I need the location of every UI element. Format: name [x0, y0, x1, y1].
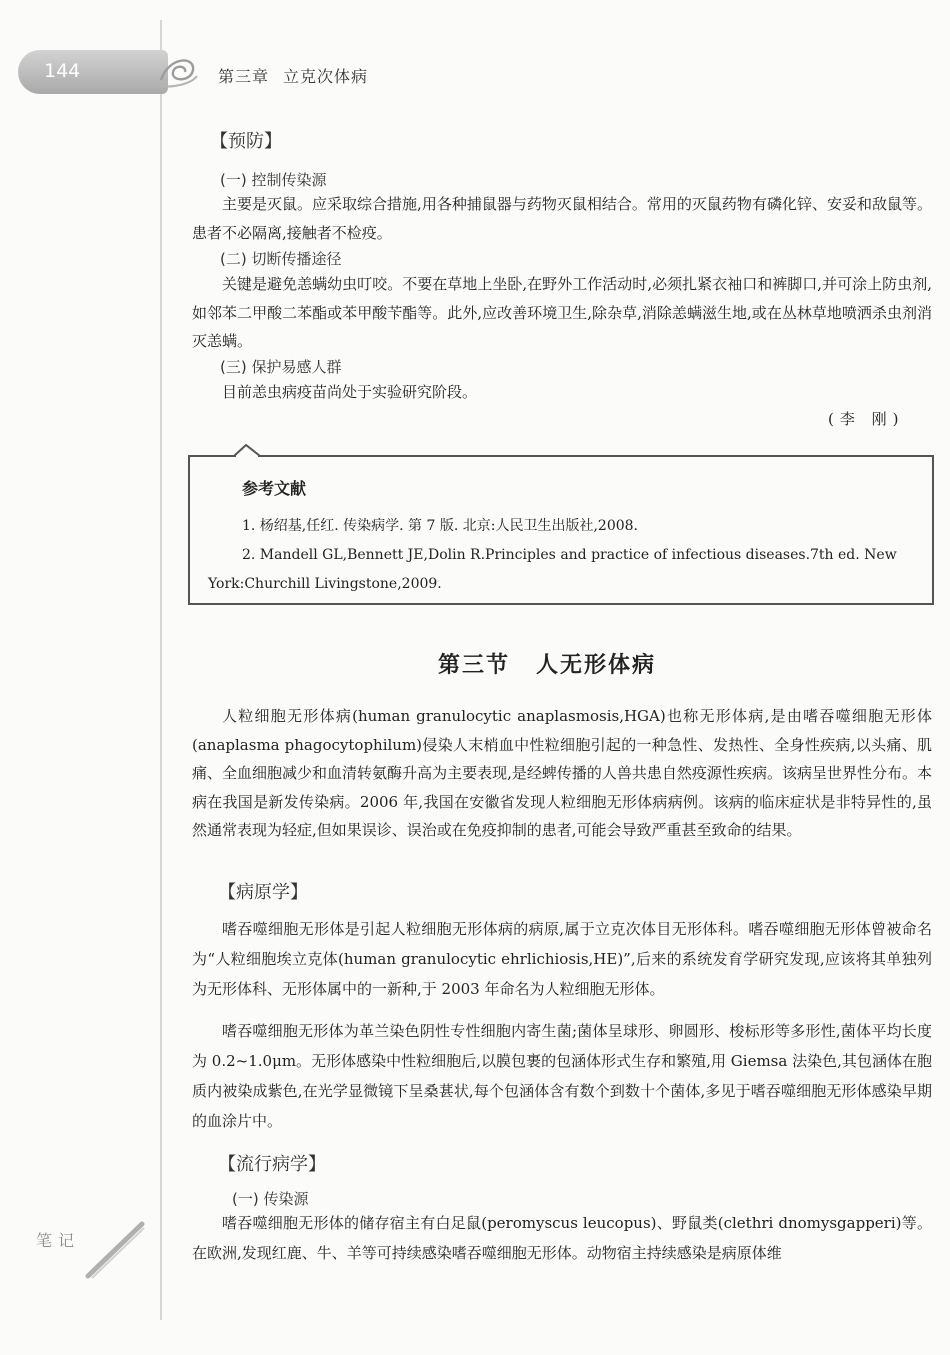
- prevention-sub2: (二) 切断传播途径: [220, 250, 342, 268]
- author-credit: (李 刚): [828, 410, 905, 428]
- prevention-p2: 关键是避免恙螨幼虫叮咬。不要在草地上坐卧,在野外工作活动时,必须扎紧衣袖口和裤脚口,并可涂上防虫剂,如邻苯二甲酸二苯酯或苯甲酸苄酯等。此外,应改善环境卫生,除杂草,消除恙螨滋生地,或在丛林草地喷洒杀虫剂消灭恙螨。: [192, 275, 932, 350]
- references-notch-icon: [232, 444, 262, 458]
- prevention-sub1: (一) 控制传染源: [220, 171, 327, 189]
- etiology-heading: 【病原学】: [218, 882, 308, 903]
- chapter-title: 立克次体病: [283, 67, 369, 86]
- page-number-tab: [18, 50, 168, 94]
- references-top-rule: [188, 455, 236, 457]
- pen-icon: [84, 1220, 148, 1280]
- prevention-p3: 目前恙虫病疫苗尚处于实验研究阶段。: [222, 383, 478, 401]
- epidemiology-p1: 嗜吞噬细胞无形体的储存宿主有白足鼠(peromyscus leucopus)、野鼠类(clethri dnomysgapperi)等。在欧洲,发现红鹿、牛、羊等可持续感染嗜吞噬细胞无形体。动物宿主持续感染是病原体维: [192, 1214, 932, 1262]
- chapter-number: 第三章: [218, 67, 270, 86]
- section-intro: 人粒细胞无形体病(human granulocytic anaplasmosis,HGA)也称无形体病,是由嗜吞噬细胞无形体(anaplasma phagocytophilum)侵染人末梢血中性粒细胞引起的一种急性、发热性、全身性疾病,以头痛、肌痛、全血细胞减少和血清转氨酶升高为主要表现,是经蜱传播的人兽共患自然疫源性疾病。该病呈世界性分布。本病在我国是新发传染病。2006 年,我国在安徽省发现人粒细胞无形体病病例。该病的临床症状是非特异性的,虽然通常表现为轻症,但如果误诊、误治或在免疫抑制的患者,可能会导致严重甚至致命的结果。: [192, 707, 932, 839]
- page-number: 144: [44, 60, 81, 82]
- prevention-p1: 主要是灭鼠。应采取综合措施,用各种捕鼠器与药物灭鼠相结合。常用的灭鼠药物有磷化锌、安妥和敌鼠等。患者不必隔离,接触者不检疫。: [192, 195, 932, 242]
- chapter-header: [218, 64, 368, 87]
- epidemiology-heading: 【流行病学】: [218, 1154, 326, 1175]
- section-number: 第三节: [438, 653, 511, 678]
- epidemiology-sub1: (一) 传染源: [232, 1190, 309, 1208]
- margin-rule: [160, 20, 162, 1320]
- references-top-rule: [258, 455, 932, 457]
- reference-item: 2. Mandell GL,Bennett JE,Dolin R.Principles and practice of infectious diseases.7th ed. New York:Churchill Livingstone,2009.: [208, 547, 897, 592]
- section-name: 人无形体病: [536, 653, 657, 678]
- notes-label: 笔记: [36, 1231, 81, 1250]
- etiology-p2: 嗜吞噬细胞无形体为革兰染色阴性专性细胞内寄生菌;菌体呈球形、卵圆形、梭标形等多形性,菌体平均长度为 0.2~1.0μm。无形体感染中性粒细胞后,以膜包裹的包涵体形式生存和繁殖,用 Giemsa 法染色,其包涵体在胞质内被染成紫色,在光学显微镜下呈桑葚状,每个包涵体含有数个到数十个菌体,多见于嗜吞噬细胞无形体感染早期的血涂片中。: [192, 1022, 932, 1130]
- prevention-heading: 【预防】: [210, 131, 282, 152]
- section-title: [438, 648, 656, 679]
- prevention-sub3: (三) 保护易感人群: [220, 358, 342, 376]
- references-title: 参考文献: [242, 479, 307, 498]
- reference-item: 1. 杨绍基,任红. 传染病学. 第 7 版. 北京:人民卫生出版社,2008.: [242, 518, 639, 534]
- etiology-p1: 嗜吞噬细胞无形体是引起人粒细胞无形体病的病原,属于立克次体目无形体科。嗜吞噬细胞无形体曾被命名为“人粒细胞埃立克体(human granulocytic ehrlichiosis,HE)”,后来的系统发育学研究发现,应该将其单独列为无形体科、无形体属中的一新种,于 2003 年命名为人粒细胞无形体。: [192, 920, 932, 998]
- swirl-logo-icon: [155, 50, 200, 92]
